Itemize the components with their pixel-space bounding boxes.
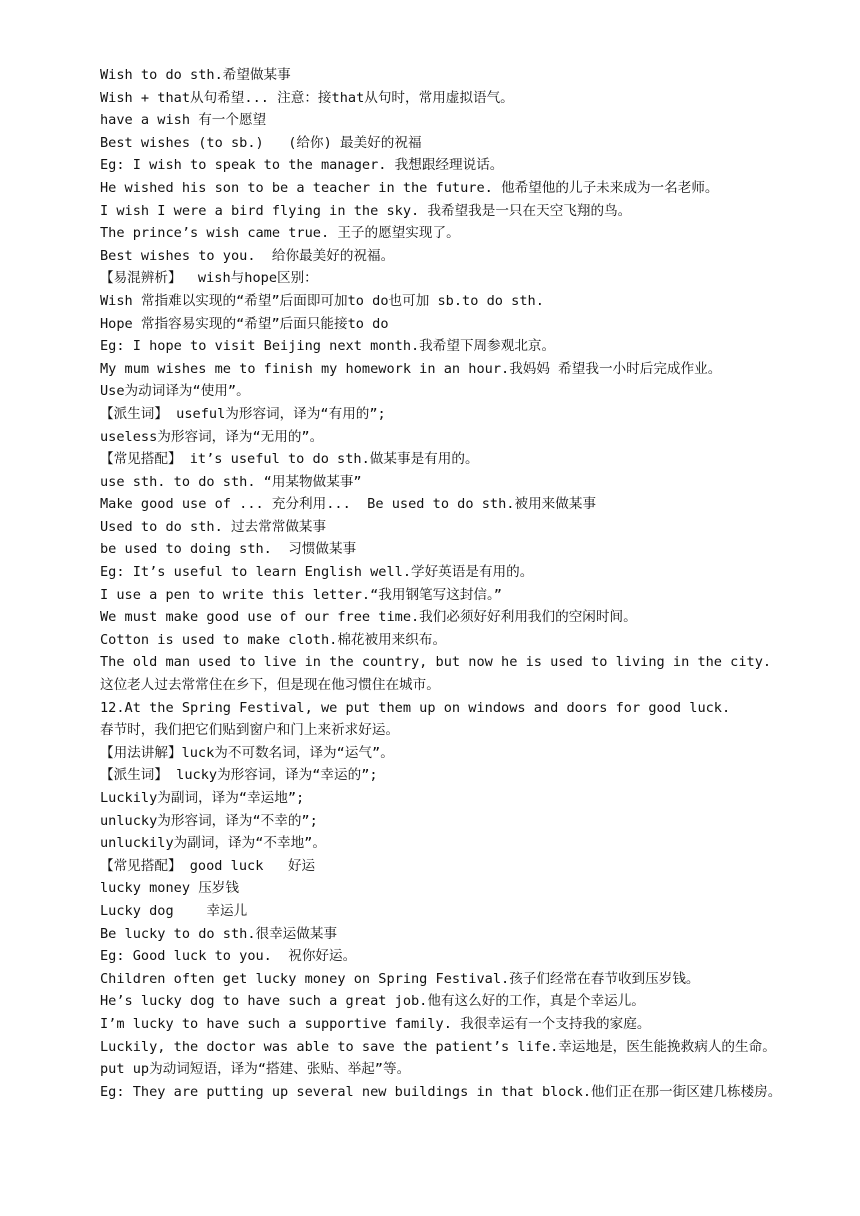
text-line: Cotton is used to make cloth.棉花被用来织布。 [100, 631, 447, 648]
text-line: unlucky为形容词，译为“不幸的”; [100, 812, 318, 829]
text-line: Best wishes (to sb.) (给你) 最美好的祝福 [100, 134, 422, 151]
section-heading: 【常见搭配】 it’s useful to do sth.做某事是有用的。 [100, 451, 479, 468]
text-line: The old man used to live in the country, but now he is used to living in the city. [100, 654, 772, 671]
text-line: Eg: It’s useful to learn English well.学好英语是有用的。 [100, 564, 534, 581]
text-line: My mum wishes me to finish my homework in an hour.我妈妈 希望我一小时后完成作业。 [100, 360, 722, 377]
text-line: Wish 常指难以实现的“希望”后面即可加to do也可加 sb.to do sth. [100, 292, 544, 309]
text-line: Children often get lucky money on Spring Festival.孩子们经常在春节收到压岁钱。 [100, 970, 700, 987]
text-line: lucky money 压岁钱 [100, 880, 239, 897]
text-line: 春节时，我们把它们贴到窗户和门上来祈求好运。 [100, 722, 400, 739]
text-line: We must make good use of our free time.我们必须好好利用我们的空闲时间。 [100, 609, 637, 626]
text-line: Eg: I wish to speak to the manager. 我想跟经理说话。 [100, 157, 504, 174]
text-line: have a wish 有一个愿望 [100, 112, 267, 129]
text-line: Best wishes to you. 给你最美好的祝福。 [100, 247, 395, 264]
text-line: He’s lucky dog to have such a great job.他有这么好的工作，真是个幸运儿。 [100, 993, 645, 1010]
text-line: use sth. to do sth. “用某物做某事” [100, 473, 362, 490]
document-body [64, 64, 800, 1103]
text-paragraph: Luckily, the doctor was able to save the patient’s life.幸运地是，医生能挽救病人的生命。 [100, 1038, 776, 1055]
text-line: I wish I were a bird flying in the sky. 我希望我是一只在天空飞翔的鸟。 [100, 202, 632, 219]
text-line: Eg: I hope to visit Beijing next month.我希望下周参观北京。 [100, 338, 556, 355]
text-line: Hope 常指容易实现的“希望”后面只能接to do [100, 315, 389, 332]
section-heading: 【常见搭配】 good luck 好运 [100, 857, 316, 874]
text-line: I use a pen to write this letter.“我用钢笔写这封信。” [100, 586, 502, 603]
text-line: 这位老人过去常常住在乡下，但是现在他习惯住在城市。 [100, 677, 440, 694]
text-line: The prince’s wish came true. 王子的愿望实现了。 [100, 225, 460, 242]
text-line: Lucky dog 幸运儿 [100, 902, 248, 919]
text-line: be used to doing sth. 习惯做某事 [100, 541, 357, 558]
text-paragraph: Eg: They are putting up several new buildings in that block.他们正在那一街区建几栋楼房。 [100, 1083, 782, 1100]
section-heading: 【派生词】 lucky为形容词，译为“幸运的”; [100, 767, 378, 784]
text-line: 12.At the Spring Festival, we put them up on windows and doors for good luck. [100, 699, 731, 716]
section-heading: 【易混辨析】 wish与hope区别： [100, 270, 318, 287]
text-line: Wish to do sth.希望做某事 [100, 67, 291, 83]
text-line: I’m lucky to have such a supportive family. 我很幸运有一个支持我的家庭。 [100, 1015, 651, 1032]
text-line: Eg: Good luck to you. 祝你好运。 [100, 948, 357, 965]
section-heading: 【用法讲解】luck为不可数名词，译为“运气”。 [100, 744, 394, 761]
text-line: put up为动词短语，译为“搭建、张贴、举起”等。 [100, 1061, 411, 1078]
text-line: useless为形容词，译为“无用的”。 [100, 428, 324, 445]
text-line: Make good use of ... 充分利用... Be used to do sth.被用来做某事 [100, 496, 597, 513]
text-line: He wished his son to be a teacher in the future. 他希望他的儿子未来成为一名老师。 [100, 179, 719, 196]
text-line: Wish + that从句希望... 注意：接that从句时，常用虚拟语气。 [100, 89, 514, 106]
text-line: unluckily为副词，译为“不幸地”。 [100, 835, 326, 852]
text-line: Luckily为副词，译为“幸运地”; [100, 790, 305, 806]
text-line: Used to do sth. 过去常常做某事 [100, 518, 327, 535]
text-line: Be lucky to do sth.很幸运做某事 [100, 925, 338, 942]
text-line: Use为动词译为“使用”。 [100, 383, 250, 400]
section-heading: 【派生词】 useful为形容词，译为“有用的”; [100, 405, 386, 422]
